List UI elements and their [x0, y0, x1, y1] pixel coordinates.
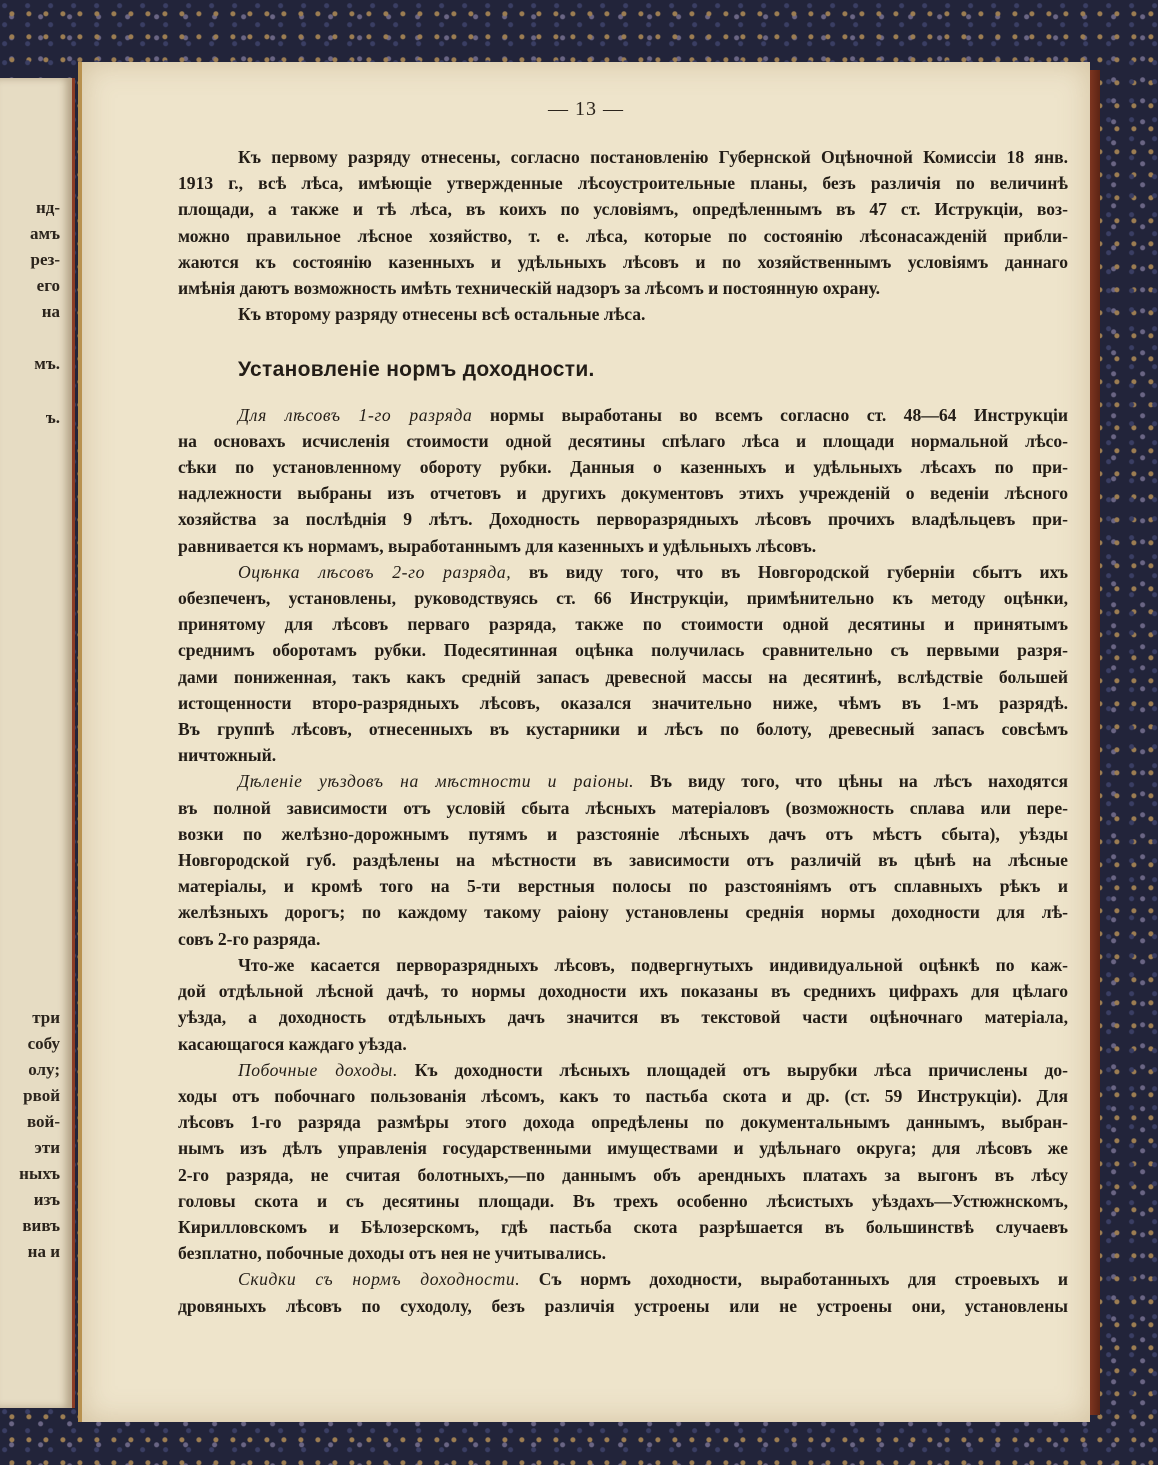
italic-lead: Для лѣсовъ 1-го разряда [238, 404, 473, 425]
paragraph-3 [178, 402, 1068, 559]
left-page-text-fragment: нд- [35, 198, 60, 217]
text-line: Къ первому разряду отнесены, согласно постановленію Губернской Оцѣночной Комиссіи 18 янв. [238, 147, 1068, 167]
text-line [178, 559, 1068, 585]
text-run: Въ виду того, что цѣны на лѣсъ находятся [634, 771, 1068, 792]
paragraph-4 [178, 559, 1068, 769]
text-line: касающагося каждаго уѣзда. [178, 1033, 407, 1054]
text-line: истощенности второ-разрядныхъ лѣсовъ, оказался значительно ниже, чѣмъ въ 1-мъ разрядѣ. [178, 692, 1068, 713]
text-line: матеріалы, и кромѣ того на 5-ти верстныя полосы по разстояніямъ отъ сплавныхъ рѣкъ и [178, 876, 1068, 897]
paragraph-1 [178, 144, 1068, 301]
text-line: площади, а также и тѣ лѣса, въ коихъ по условіямъ, опредѣленнымъ въ 47 ст. Иструкціи, воз- [178, 199, 1068, 220]
paragraph-7 [178, 1057, 1068, 1267]
text-line: Къ второму разряду отнесены всѣ остальные лѣса. [238, 304, 646, 325]
left-page-text-fragment: его [36, 276, 60, 295]
text-run: нормы выработаны во всемъ согласно ст. 48—64 Инструкціи [472, 404, 1068, 425]
left-page-text-fragment: ныхъ [19, 1164, 60, 1183]
left-page-text-fragment: амъ [30, 224, 60, 243]
text-line: принятому для лѣсовъ перваго разряда, также по стоимости одной десятины и принятымъ [178, 614, 1068, 635]
text-line: въ полной зависимости отъ условій сбыта лѣсныхъ матеріаловъ (возможность сплава или пере- [178, 797, 1068, 818]
left-page-text-fragment: ъ. [45, 408, 60, 427]
text-line: возки по желѣзно-дорожнымъ путямъ и разстояніе лѣсныхъ дачъ отъ мѣстъ сбыта), уѣзды [178, 823, 1068, 844]
italic-lead: Дѣленіе уѣздовъ на мѣстности и раіоны. [238, 771, 635, 792]
text-line: хозяйства за послѣднія 9 лѣтъ. Доходность перворазрядныхъ лѣсовъ прочихъ владѣльцевъ при- [178, 509, 1068, 530]
paragraph-2 [178, 301, 1068, 327]
section-heading: Установленіе нормъ доходности. [238, 358, 595, 382]
left-page-text-fragment: вой- [26, 1112, 60, 1131]
text-line: дами пониженная, такъ какъ средній запасъ древесной массы на десятинѣ, вслѣдствіе большей [178, 666, 1068, 687]
text-line: Новгородской губ. раздѣлены на мѣстности въ зависимости отъ различій въ цѣнѣ на лѣсные [178, 850, 1068, 871]
text-line: на основахъ исчисленія стоимости одной десятины спѣлаго лѣса и площади нормальной лѣсо- [178, 430, 1068, 451]
paragraph-5 [178, 768, 1068, 951]
left-page-text-fragment: эти [34, 1138, 60, 1157]
italic-lead: Скидки съ нормъ доходности. [238, 1269, 521, 1290]
text-line: надлежности выбраны изъ отчетовъ и другихъ документовъ этихъ учрежденій о веденіи лѣсного [178, 483, 1068, 504]
text-line: Кирилловскомъ и Бѣлозерскомъ, гдѣ пастьба скота разрѣшается въ большинствѣ случаевъ [178, 1216, 1068, 1237]
text-line: равнивается къ нормамъ, выработаннымъ для казенныхъ и удѣльныхъ лѣсовъ. [178, 535, 817, 556]
text-line: безплатно, побочные доходы отъ нея не учитывались. [178, 1243, 606, 1264]
text-line [178, 768, 1068, 794]
text-line: ходы отъ побочнаго пользованія лѣсомъ, какъ то пастьба скота и др. (ст. 59 Инструкціи). Для [178, 1085, 1068, 1106]
page-number: — 13 — [548, 98, 624, 120]
text-line: сѣки по установленному обороту рубки. Данныя о казенныхъ и удѣльныхъ лѣсахъ по при- [178, 457, 1068, 478]
left-page-text-fragment: три [32, 1008, 60, 1027]
left-page-text-fragment: на [41, 302, 60, 321]
text-line: можно правильное лѣсное хозяйство, т. е. лѣса, которые по состоянію лѣсонасажденій прибли- [178, 225, 1068, 246]
italic-lead: Побочные доходы. [238, 1059, 398, 1080]
text-line: дой отдѣльной лѣсной дачѣ, то нормы доходности ихъ показаны въ среднихъ цифрахъ для цѣлаго [178, 981, 1068, 1002]
left-page-text-fragment: изъ [33, 1190, 60, 1209]
text-line: уѣзда, а доходность отдѣльныхъ дачъ значится въ текстовой части оцѣночнаго матеріала, [178, 1007, 1068, 1028]
text-line: Въ группѣ лѣсовъ, отнесенныхъ въ кустарники и лѣсъ по болоту, древесный запасъ совсѣмъ [178, 719, 1068, 740]
text-line: 2-го разряда, не считая болотныхъ,—по даннымъ объ арендныхъ платахъ за выгонъ въ лѣсу [178, 1164, 1068, 1185]
text-line [178, 402, 1068, 428]
text-line: среднимъ оборотамъ рубки. Подесятинная оцѣнка получилась сравнительно съ первыми разря- [178, 640, 1068, 661]
left-page-text-fragment: мъ. [34, 354, 60, 373]
left-page-text-fragment: рвой [23, 1086, 60, 1105]
text-line: 1913 г., всѣ лѣса, имѣющіе утвержденные лѣсоустроительные планы, безъ различія по величинѣ [178, 173, 1068, 194]
text-line: жаются къ состоянію казенныхъ и удѣльныхъ лѣсовъ и по хозяйственнымъ условіямъ даннаго [178, 251, 1068, 272]
book-page [78, 62, 1090, 1422]
text-run: въ виду того, что въ Новгородской губерніи сбытъ ихъ [511, 561, 1068, 582]
left-page-text-fragment: вивъ [22, 1216, 60, 1235]
left-page-text-fragment: на и [27, 1242, 60, 1261]
text-line: ничтожный. [178, 745, 277, 766]
paragraph-6 [178, 952, 1068, 1057]
text-line: лѣсовъ 1-го разряда размѣры этого дохода опредѣлены по документальнымъ даннымъ, выбран- [178, 1112, 1068, 1133]
text-line: обезпеченъ, установлены, руководствуясь ст. 66 Инструкціи, примѣнительно къ методу оцѣнки, [178, 588, 1068, 609]
text-run: Къ доходности лѣсныхъ площадей отъ вырубки лѣса причислены до- [397, 1059, 1068, 1080]
page-text [178, 144, 1068, 1319]
text-line: имѣнія даютъ возможность имѣть техническій надзоръ за лѣсомъ и постоянную охрану. [178, 278, 881, 299]
text-line [178, 1266, 1068, 1292]
text-line: желѣзныхъ дорогъ; по каждому такому раіону установлены среднія нормы доходности для лѣ- [178, 902, 1068, 923]
text-line [178, 1057, 1068, 1083]
left-page-text-fragment: олу; [28, 1060, 60, 1079]
italic-lead: Оцѣнка лѣсовъ 2-го разряда, [238, 561, 512, 582]
text-run: Съ нормъ доходности, выработанныхъ для строевыхъ и [520, 1269, 1068, 1290]
left-page-text-fragment: собу [27, 1034, 60, 1053]
text-line: совъ 2-го разряда. [178, 928, 321, 949]
left-page-text-fragment: рез- [30, 250, 60, 269]
paragraph-8 [178, 1266, 1068, 1318]
text-line: дровяныхъ лѣсовъ по суходолу, безъ различія устроены или не устроены они, установлены [178, 1295, 1068, 1316]
text-line: головы скота и съ десятины площади. Въ трехъ особенно лѣсистыхъ уѣздахъ—Устюжнскомъ, [178, 1190, 1068, 1211]
text-line: Что-же касается перворазрядныхъ лѣсовъ, подвергнутыхъ индивидуальной оцѣнкѣ по каж- [238, 954, 1068, 975]
text-line: нымъ изъ дѣлъ управленія государственными имуществами и удѣльнаго округа; для лѣсовъ же [178, 1138, 1068, 1159]
left-page-fragment [0, 78, 75, 1408]
